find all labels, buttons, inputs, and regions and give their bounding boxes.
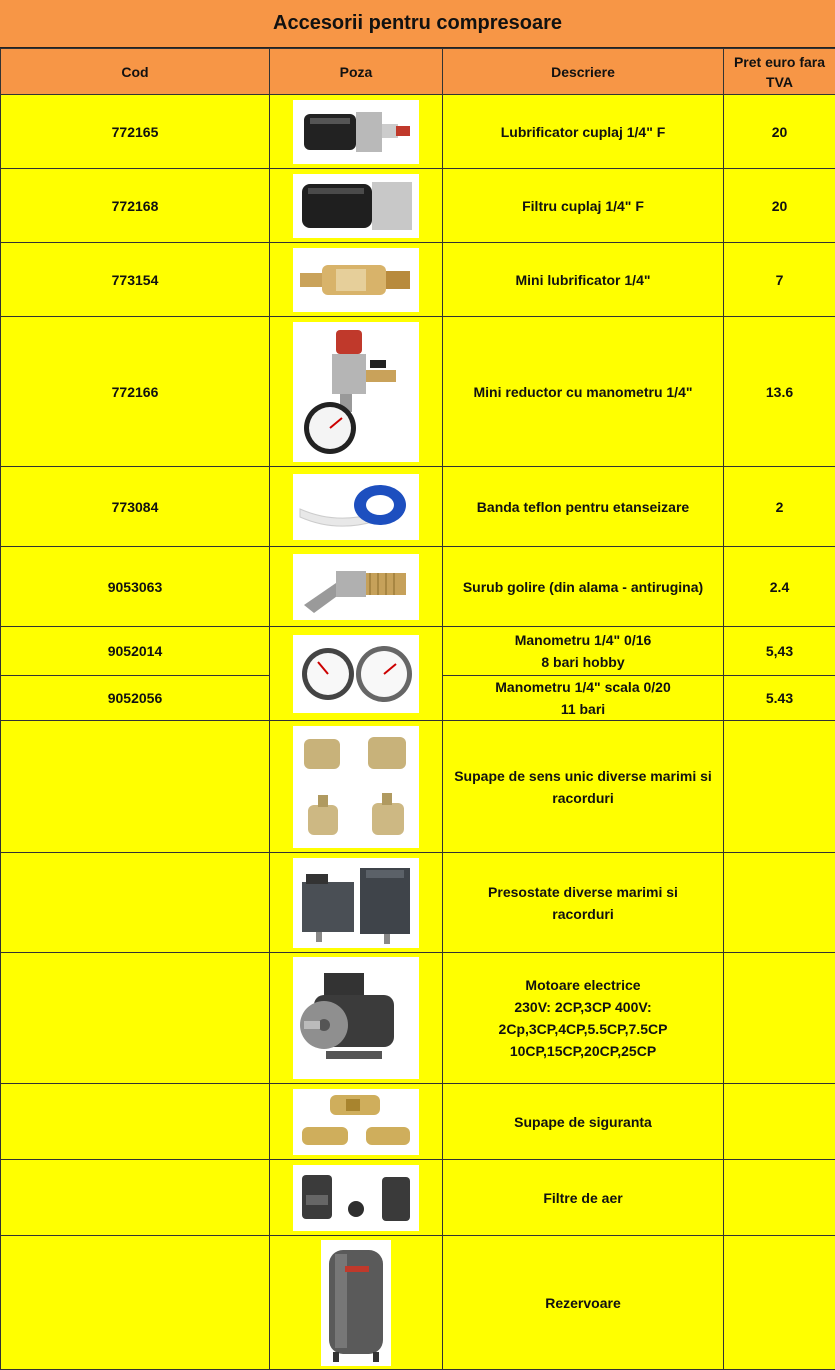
cell-descriere: Mini reductor cu manometru 1/4" — [443, 317, 724, 467]
cell-cod: 772166 — [1, 317, 270, 467]
cell-cod: 772168 — [1, 169, 270, 243]
table-row — [1, 95, 835, 169]
mini-regulator-gauge-image — [293, 322, 419, 462]
pressure-switches-image — [293, 858, 419, 948]
cell-descriere: Supape de siguranta — [443, 1084, 724, 1160]
cell-poza — [270, 1160, 443, 1236]
cell-descriere: Manometru 1/4" 0/16 8 bari hobby — [443, 627, 724, 676]
table-row — [1, 953, 835, 1084]
cell-poza — [270, 853, 443, 953]
cell-cod — [1, 853, 270, 953]
table-row — [1, 1160, 835, 1236]
cell-pret: 2 — [724, 467, 835, 547]
cell-descriere: Motoare electrice 230V: 2CP,3CP 400V: 2Cp,3CP,4CP,5.5CP,7.5CP 10CP,15CP,20CP,25CP — [443, 953, 724, 1084]
accessories-table — [0, 48, 835, 1370]
table-row — [1, 1236, 835, 1370]
table-row — [1, 721, 835, 853]
mini-lubricator-image — [293, 248, 419, 312]
cell-pret — [724, 721, 835, 853]
safety-valves-image — [293, 1089, 419, 1155]
cell-poza — [270, 243, 443, 317]
drain-screw-image — [293, 554, 419, 620]
cell-poza — [270, 317, 443, 467]
table-row — [1, 1084, 835, 1160]
cell-cod: 773084 — [1, 467, 270, 547]
cell-descriere: Mini lubrificator 1/4" — [443, 243, 724, 317]
cell-poza — [270, 1236, 443, 1370]
table-row — [1, 853, 835, 953]
header-cod: Cod — [1, 49, 270, 95]
pressure-gauges-image — [293, 635, 419, 713]
cell-pret — [724, 853, 835, 953]
cell-cod — [1, 1236, 270, 1370]
cell-cod: 9052056 — [1, 676, 270, 721]
electric-motor-image — [293, 957, 419, 1079]
cell-pret: 20 — [724, 169, 835, 243]
table-row — [1, 627, 835, 676]
cell-descriere: Manometru 1/4" scala 0/20 11 bari — [443, 676, 724, 721]
page-title: Accesorii pentru compresoare — [0, 0, 835, 48]
cell-descriere: Banda teflon pentru etanseizare — [443, 467, 724, 547]
table-row — [1, 169, 835, 243]
cell-descriere: Supape de sens unic diverse marimi si racorduri — [443, 721, 724, 853]
cell-descriere: Filtru cuplaj 1/4" F — [443, 169, 724, 243]
air-tank-image — [321, 1240, 391, 1366]
check-valves-image — [293, 726, 419, 848]
table-row — [1, 243, 835, 317]
cell-cod: 772165 — [1, 95, 270, 169]
cell-descriere: Rezervoare — [443, 1236, 724, 1370]
cell-pret: 13.6 — [724, 317, 835, 467]
cell-descriere: Lubrificator cuplaj 1/4" F — [443, 95, 724, 169]
cell-cod — [1, 953, 270, 1084]
cell-pret — [724, 1160, 835, 1236]
cell-poza — [270, 627, 443, 721]
header-row — [1, 49, 835, 95]
cell-pret — [724, 953, 835, 1084]
cell-descriere: Surub golire (din alama - antirugina) — [443, 547, 724, 627]
lubricator-coupling-image — [293, 100, 419, 164]
cell-pret — [724, 1236, 835, 1370]
filter-coupling-image — [293, 174, 419, 238]
table-row — [1, 317, 835, 467]
cell-pret: 2.4 — [724, 547, 835, 627]
cell-cod — [1, 1084, 270, 1160]
cell-poza — [270, 547, 443, 627]
table-row — [1, 547, 835, 627]
cell-cod: 773154 — [1, 243, 270, 317]
cell-poza — [270, 953, 443, 1084]
teflon-tape-image — [293, 474, 419, 540]
cell-cod: 9053063 — [1, 547, 270, 627]
cell-pret: 5.43 — [724, 676, 835, 721]
cell-poza — [270, 95, 443, 169]
cell-poza — [270, 169, 443, 243]
header-descriere: Descriere — [443, 49, 724, 95]
cell-pret: 5,43 — [724, 627, 835, 676]
cell-poza — [270, 467, 443, 547]
cell-cod — [1, 1160, 270, 1236]
cell-poza — [270, 721, 443, 853]
cell-descriere: Presostate diverse marimi si racorduri — [443, 853, 724, 953]
table-row — [1, 467, 835, 547]
cell-poza — [270, 1084, 443, 1160]
cell-pret: 7 — [724, 243, 835, 317]
cell-cod — [1, 721, 270, 853]
cell-descriere: Filtre de aer — [443, 1160, 724, 1236]
header-poza: Poza — [270, 49, 443, 95]
header-pret: Pret euro fara TVA — [724, 49, 835, 95]
cell-cod: 9052014 — [1, 627, 270, 676]
cell-pret: 20 — [724, 95, 835, 169]
cell-pret — [724, 1084, 835, 1160]
air-filters-image — [293, 1165, 419, 1231]
